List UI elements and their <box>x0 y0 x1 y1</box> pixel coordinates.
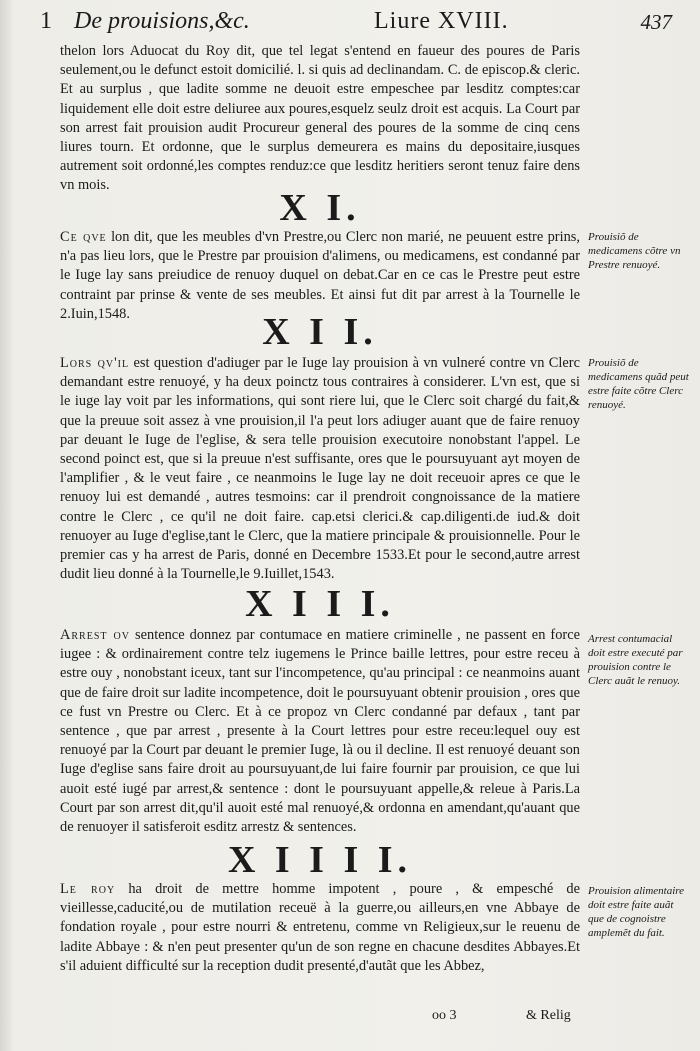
section-text: sentence donnez par contumace en matiere criminelle , ne passent en force iugee : & ordinairement contre telz iugemens le Prince baille lettres, pour estre receu à estre ouy , nonobstant iceux, tant sur l'incompetence, qu'au principal : ce neanmoins auant que de faire droit sur ladite incompetence, doit le poursuyuant obtenir prouision , ores que ce fust vn Prestre ou Clerc. Et à ce propoz vn Clerc condanné par defaux , tant par sentence , que par arrest , presente à la Court lettres pour estre receu:lequel ouy est renuoyé par la Court par deuant le premier Iuge, là ou il decline. Il est renuoyé deuant son Iuge d'eglise sans faire droit au poursuyuant,de lui faire fournir par prouision, ce que lui auoit esté iugé par arrest,& sentence : dont le poursuyuant appelle,& releue à Paris.La Court par son arrest dit,qu'il auoit esté mal renuoyé,& ordonna en amendant,qu'auant que de renuoyer il satisferoit esditz arrestz & sentences. <box>60 627 580 836</box>
margin-note-xiii: Arrest contumacial doit estre executé par prouision contre le Clerc auãt le renuoy. <box>588 633 683 687</box>
section-text: ha droit de mettre homme impotent , poure , & empesché de vieillesse,caducité,ou de mutilation receuë à la guerre,ou ailleurs,en vne Abbaye de fondation royale , pour estre nourri & entretenu, comme vn Religieux,sur le reuenu de ladite Abbaye : & n'en peut presenter qu'un de son regne en chacune desdites Abbayes.Et s'il aduient difficulté sur la reception dudit presenté,d'autãt que les Abbez, <box>60 881 580 974</box>
running-header <box>40 8 680 38</box>
margin-note-xi: Prouisiõ de medicamens cõtre vn Prestre renuoyé. <box>588 231 681 271</box>
header-left-number: 1 <box>40 8 52 34</box>
margin-note-xii: Prouisiõ de medicamens quãd peut estre faite cõtre Clerc renuoyé. <box>588 357 689 411</box>
section-text: est question d'adiuger par le Iuge lay prouision à vn vulneré contre vn Clerc demandant estre renuoyé, y ha deux poinctz tous contraires à considerer. L'vn est, que si le iuge lay voit par les informations, qui sont riere lui, que le Clerc soit chargé du fait,& que la preuue soit assez à vne prouision,il l'a peut lors adiuger auant que de faire renuoy par deuant le Iuge de l'eglise, & sera telle prouision executoire nonobstant l'appel. Le second poinct est, que si la preuue n'est suffisante, ores que le poursuyuant ayt moyen de l'amplifier , & le veut faire , ce neanmoins le Iuge lay ne doit receuoir apres ce que le renuoy lui est demandé , autres tesmoins: car il prendroit congnoissance de la matiere contre le Clerc , ce qu'il ne doit faire. cap.etsi clerici.& cap.diligenti.de iud.& doit renuoyer au Iuge d'eglise,tant le Clerc, que la matiere principale & prouisionnelle. Pour le premier cas y ha arrest de Paris, donné en Decembre 1533.Et pour le second,autre arrest dudit lieu donné à la Tournelle,le 9.Iuillet,1543. <box>60 355 580 583</box>
section-heading-xiii: X I I I. <box>245 583 395 625</box>
intro-text: thelon lors Aduocat du Roy dit, que tel legat s'entend en faueur des poures de Paris seulement,ou le defunct estoit domicilié. l. si quis ad declinandam. C. de episcop.& cleric. Et au surplus , que ladite somme ne deuoit estre empeschee par lesditz comptes:car liquidement elle doit estre deliuree aux poures,esquelz seulz droit est acquis. La Court par son arrest fait prouision audit Procureur general des poures de la somme de cinq cens liures tourn. Et ordonne, que le surplus demeurera es mains du depositaire,iusques autrement soit ordonné,les comptes renduz:ce que lesditz heritiers seront tenuz faire dens vn mois. <box>60 43 580 194</box>
lead-words: Arrest ov <box>60 627 130 643</box>
intro-paragraph <box>60 42 580 196</box>
section-body-xii <box>60 354 580 584</box>
lead-words: Le roy <box>60 881 116 897</box>
section-heading-xi: X I. <box>279 187 361 229</box>
section-body-xiii <box>60 626 580 837</box>
lead-words: Lors qv'il <box>60 355 130 371</box>
section-heading-xiiii: X I I I I. <box>227 839 413 881</box>
section-text: lon dit, que les meubles d'vn Prestre,ou Clerc non marié, ne peuuent estre prins, n'a pas lieu lors, que le Prestre par prouision d'alimens, ou medicamens, est condanné par le Iuge lay sans preiudice de renuoy duquel on debat.Car en ce cas le Prestre peut estre contraint par prinse & vente de ses meubles. Et ainsi fut dit par arrest à la Tournelle le 2.Iuin,1548. <box>60 229 580 322</box>
header-livre: Liure XVIII. <box>374 8 509 34</box>
section-heading-xii: X I I. <box>262 311 378 353</box>
signature-mark: oo 3 <box>432 1008 457 1023</box>
header-title: De prouisions,&c. <box>74 8 250 34</box>
section-body-xiiii <box>60 880 580 976</box>
catchword: & Relig <box>526 1008 571 1023</box>
page-number: 437 <box>640 10 672 34</box>
lead-words: Ce qve <box>60 229 107 245</box>
margin-note-xiiii: Prouision alimentaire doit estre faite auãt que de cognoistre amplemẽt du fait. <box>588 885 685 939</box>
